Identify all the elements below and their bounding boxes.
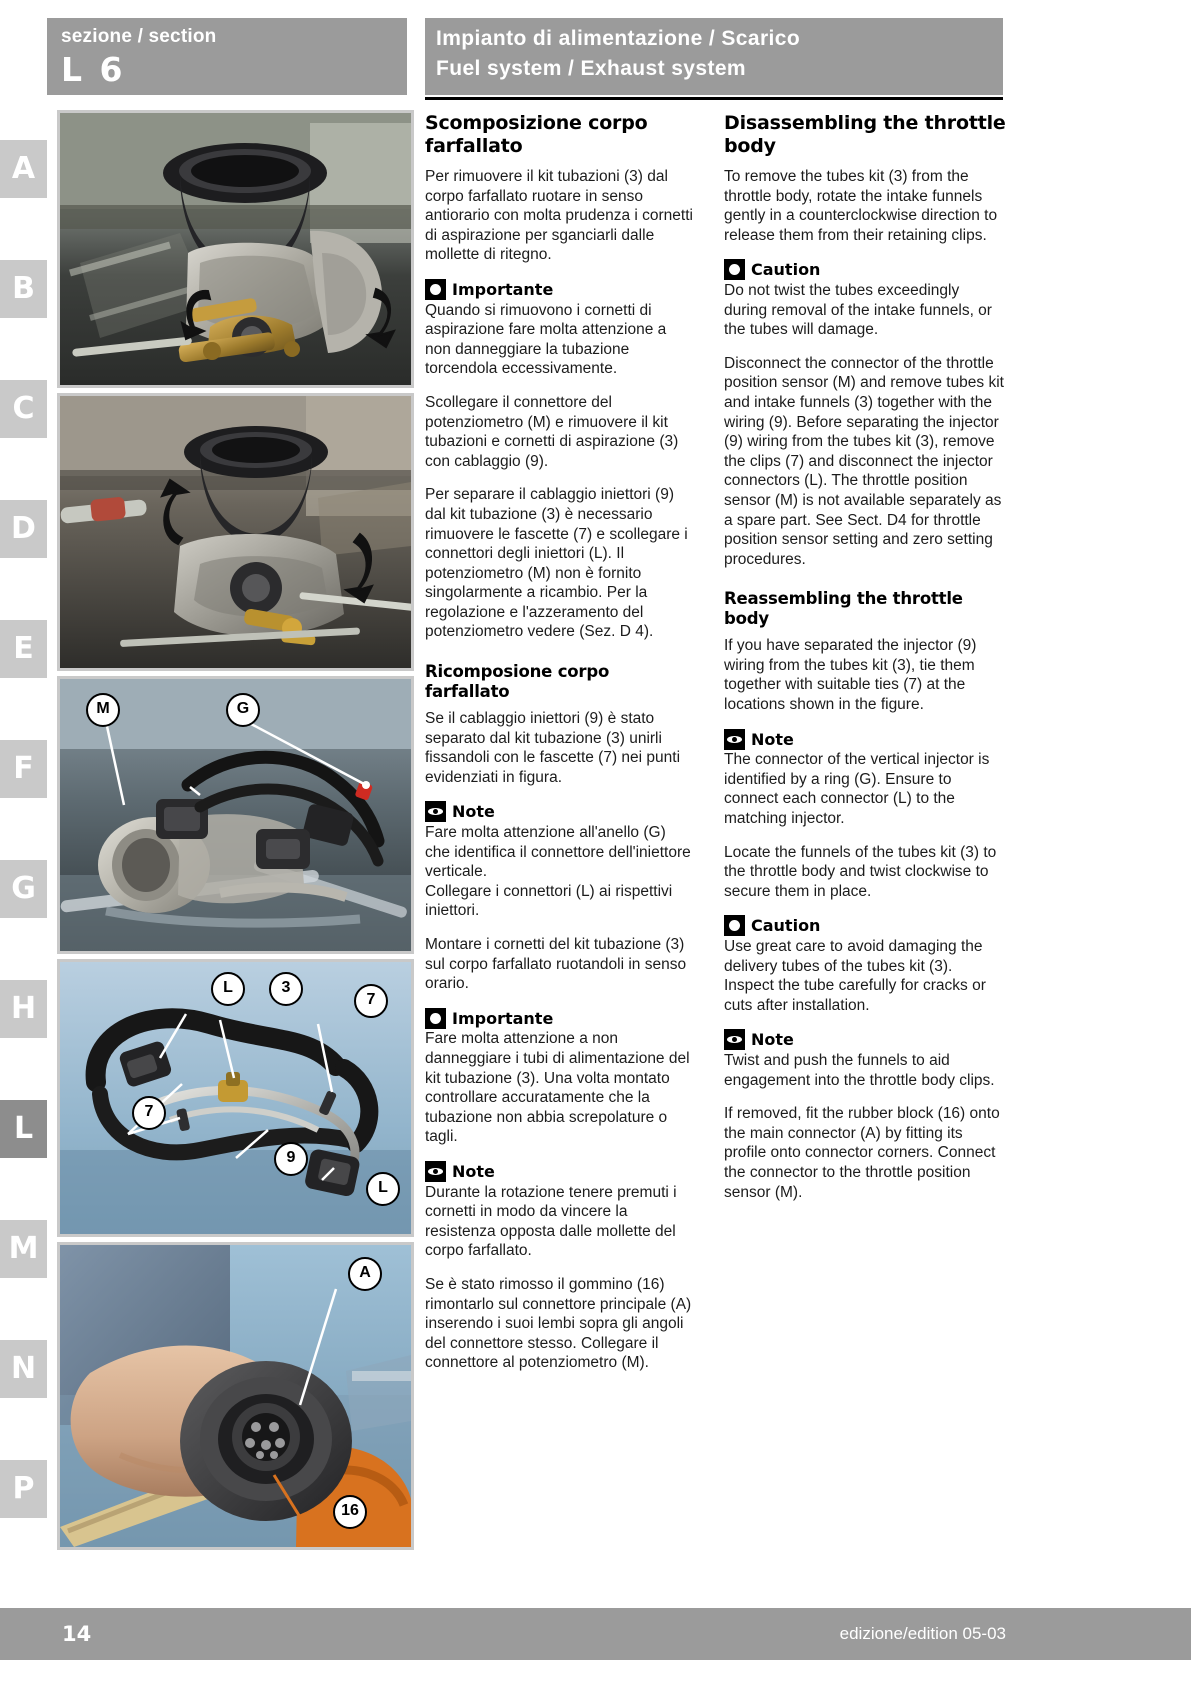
english-paragraph-1: To remove the tubes kit (3) from the throttle body, rotate the intake funnels gently in a counterclockwise direction to release them from their retaining clips. (724, 168, 998, 244)
section-code: L 6 (61, 50, 126, 89)
index-tab-d[interactable]: D (0, 500, 47, 558)
italian-note-1-title: Importante (452, 279, 554, 299)
english-note-1-title: Caution (751, 260, 821, 280)
italian-text-column (425, 112, 693, 1387)
english-note-note-1 (724, 729, 1006, 829)
english-note-caution-2 (724, 915, 1006, 1015)
english-note-4-title: Note (751, 1030, 794, 1050)
callout-a: A (348, 1257, 382, 1291)
page-header (0, 0, 1191, 95)
section-index-rail (0, 108, 47, 1548)
italian-paragraph-1: Per rimuovere il kit tubazioni (3) dal corpo farfallato ruotare in senso antiorario con molta prudenza i cornetti di aspirazione per sganciarli dalle mollette di ritegno. (425, 168, 693, 264)
italian-paragraph-6: Se è stato rimosso il gommino (16) rimontarlo sul connettore principale (A) inserendo i suoi lembi sopra gli angoli del connettore stesso. Collegare il connettore al potenziometro (M). (425, 1275, 692, 1372)
section-label: sezione / section (61, 26, 217, 47)
index-tab-a[interactable]: A (0, 140, 47, 198)
edition-label: edizione/edition 05-03 (839, 1624, 1006, 1643)
italian-note-4-text: Durante la rotazione tenere premuti i cornetti in modo da vincere la resistenza opposta dalle mollette del corpo farfallato. (425, 1183, 677, 1260)
index-tab-p[interactable]: P (0, 1460, 47, 1518)
italian-heading-disassembly: Scomposizione corpo farfallato (425, 112, 648, 157)
italian-note-note-1 (425, 801, 693, 921)
callout-g: G (226, 693, 260, 727)
english-heading-disassembly: Disassembling the throttle body (724, 112, 1006, 157)
italian-note-1-text: Quando si rimuovono i cornetti di aspirazione fare molta attenzione a non danneggiare la tubazione torcendola eccessivamente. (425, 301, 667, 378)
english-note-1-text: Do not twist the tubes exceedingly during removal of the intake funnels, or the tubes will damage. (724, 281, 992, 339)
english-paragraph-3: If you have separated the injector (9) wiring from the tubes kit (3), tie them together with suitable ties (7) at the locations shown in the figure. (724, 637, 977, 714)
italian-note-importante-1 (425, 279, 693, 379)
italian-paragraph-5: Montare i cornetti del kit tubazione (3) sul corpo farfallato ruotandoli in senso orario. (425, 936, 687, 993)
italian-note-note-2 (425, 1161, 693, 1261)
english-paragraph-4: Locate the funnels of the tubes kit (3) to the throttle body and twist clockwise to secure them in place. (724, 843, 997, 900)
italian-note-2-title: Note (452, 802, 495, 822)
note-eye-icon (425, 801, 446, 822)
index-tab-l[interactable]: L (0, 1100, 47, 1158)
english-note-caution-1 (724, 259, 1006, 339)
callout-9: 9 (274, 1142, 308, 1176)
caution-icon (425, 279, 446, 300)
figure-throttle-body-top-view (57, 110, 414, 388)
english-note-3-text: Use great care to avoid damaging the delivery tubes of the tubes kit (3). Inspect the tube carefully for cracks or cuts after installation. (724, 938, 986, 1014)
english-note-note-2 (724, 1029, 1006, 1090)
english-text-column (724, 112, 1006, 1216)
chapter-title-en: Fuel system / Exhaust system (436, 57, 746, 80)
page-number: 14 (62, 1622, 92, 1646)
figure-throttle-body-side-view (57, 393, 414, 671)
index-tab-m[interactable]: M (0, 1220, 47, 1278)
callout-7-2: 7 (132, 1096, 166, 1130)
callout-m: M (86, 693, 120, 727)
callout-l-2: L (366, 1172, 400, 1206)
figure-main-connector-view (57, 1242, 414, 1550)
english-paragraph-2: Disconnect the connector of the throttle position sensor (M) and remove tubes kit and intake funnels (3) together with the wiring (9). Before separating the injector (9) wiring from the tubes kit (3), remove the clips (7) and disconnect the injector connectors (L). The throttle position sensor (M) is not available separately as a spare part. See Sect. D4 for throttle position sensor setting and zero setting procedures. (724, 354, 1004, 568)
italian-note-importante-2 (425, 1008, 693, 1147)
chapter-title-it: Impianto di alimentazione / Scarico (436, 27, 801, 50)
index-tab-n[interactable]: N (0, 1340, 47, 1398)
note-eye-icon (425, 1161, 446, 1182)
callout-3: 3 (269, 972, 303, 1006)
callout-7-1: 7 (354, 984, 388, 1018)
italian-note-2-text: Fare molta attenzione all'anello (G) che identifica il connettore dell'iniettore verticale. (425, 824, 691, 881)
figure-tubes-kit-view (57, 959, 414, 1237)
italian-note-4-title: Note (452, 1161, 495, 1181)
caution-icon (425, 1008, 446, 1029)
note-eye-icon (724, 729, 745, 750)
chapter-title-banner (425, 18, 1003, 95)
note-eye-icon (724, 1029, 745, 1050)
english-note-2-title: Note (751, 729, 794, 749)
index-tab-h[interactable]: H (0, 980, 47, 1038)
figure-wiring-connector-view (57, 676, 414, 954)
index-tab-b[interactable]: B (0, 260, 47, 318)
caution-icon (724, 915, 745, 936)
header-divider (425, 97, 1003, 100)
index-tab-f[interactable]: F (0, 740, 47, 798)
callout-l-1: L (211, 972, 245, 1006)
page-footer (0, 1608, 1191, 1660)
italian-paragraph-2: Scollegare il connettore del potenziometro (M) e rimuovere il kit tubazioni e cornetti di aspirazione (3) con cablaggio (9). (425, 393, 679, 470)
english-heading-reassembly: Reassembling the throttle body (724, 589, 963, 629)
index-tab-e[interactable]: E (0, 620, 47, 678)
english-note-2-text: The connector of the vertical injector is identified by a ring (G). Ensure to connect each connector (L) to the matching injector. (724, 751, 990, 828)
italian-heading-reassembly: Ricomposione corpo farfallato (425, 662, 610, 702)
italian-note-2-text2: Collegare i connettori (L) ai rispettivi iniettori. (425, 882, 673, 920)
italian-note-3-title: Importante (452, 1008, 554, 1028)
italian-paragraph-4: Se il cablaggio iniettori (9) è stato separato dal kit tubazione (3) unirli fissandoli con le fascette (7) nei punti evidenziati in figura. (425, 710, 681, 786)
english-paragraph-5: If removed, fit the rubber block (16) onto the main connector (A) by fitting its profile onto connector corners. Connect the connector to the throttle position sensor (M). (724, 1105, 1000, 1201)
section-badge (47, 18, 407, 95)
english-note-4-text: Twist and push the funnels to aid engagement into the throttle body clips. (724, 1051, 995, 1089)
callout-16: 16 (333, 1495, 367, 1529)
italian-note-3-text: Fare molta attenzione a non danneggiare i tubi di alimentazione del kit tubazione (3). Una volta montato controllare accuratamente che la tubazione non abbia screpolature o tagli. (425, 1030, 690, 1146)
caution-icon (724, 259, 745, 280)
index-tab-c[interactable]: C (0, 380, 47, 438)
italian-paragraph-3: Per separare il cablaggio iniettori (9) dal kit tubazione (3) è necessario rimuovere le fascette (7) e scollegare i connettori degli iniettori (L). Il potenziometro (M) non è fornito singolarmente a ricambio. Per la regolazione e l'azzeramento del potenziometro vedere (Sez. D 4). (425, 486, 688, 641)
english-note-3-title: Caution (751, 916, 821, 936)
index-tab-g[interactable]: G (0, 860, 47, 918)
